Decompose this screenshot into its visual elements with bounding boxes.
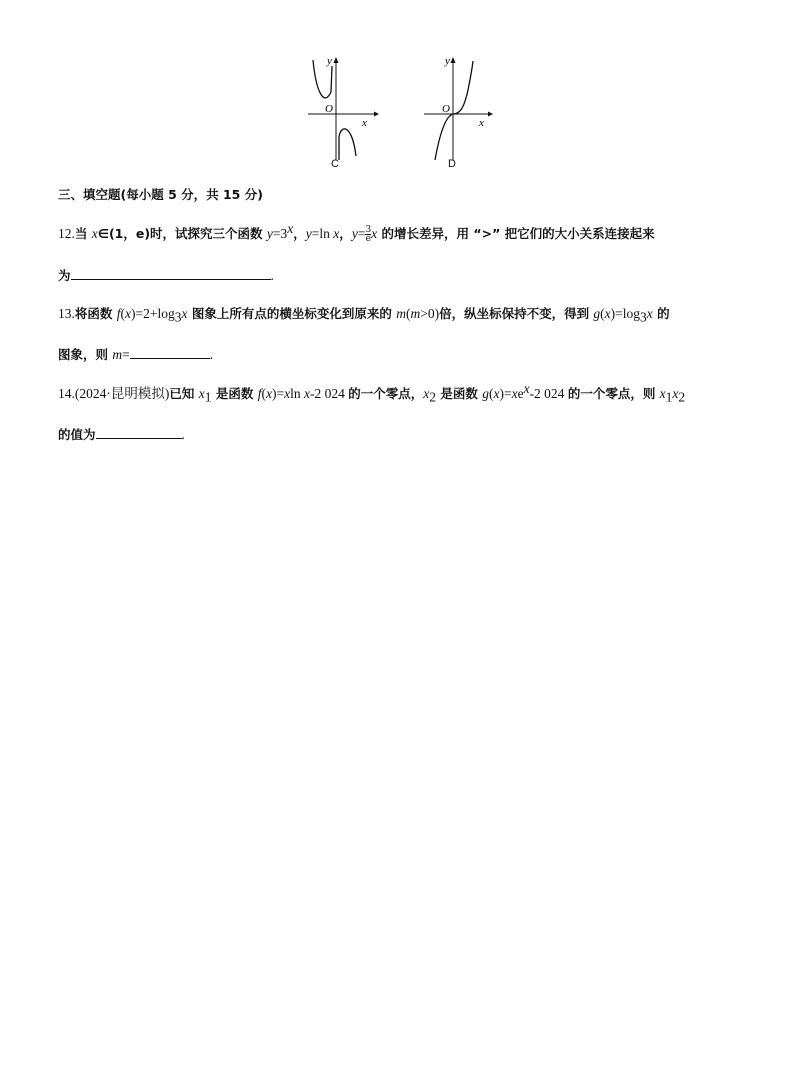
q14-source: (2024·昆明模拟) bbox=[74, 386, 170, 401]
curve-right-branch bbox=[339, 129, 356, 160]
q14-func-g: x bbox=[511, 386, 518, 401]
q14-end: . bbox=[181, 427, 185, 442]
q14-text: 的值为 bbox=[58, 427, 96, 442]
graph-d-caption: D bbox=[448, 158, 456, 170]
q14-func-f: f bbox=[257, 386, 262, 401]
q14-func-g-exp: x bbox=[523, 380, 530, 396]
q14-text: 已知 bbox=[169, 386, 199, 401]
q13-func-g: )=log bbox=[610, 306, 641, 321]
q14-x2: x bbox=[423, 386, 430, 401]
q14-product-sub: 2 bbox=[678, 389, 686, 405]
q12-func-3: y bbox=[351, 226, 358, 241]
q14-number: 14. bbox=[58, 386, 75, 401]
q13-text: 图象上所有点的横坐标变化到原来的 bbox=[187, 306, 397, 321]
q13-m: ( bbox=[405, 306, 411, 321]
question-14-line-2 bbox=[58, 425, 185, 444]
q14-product-sub: 1 bbox=[665, 389, 673, 405]
q12-func-2: x bbox=[333, 226, 340, 241]
q14-func-f: x bbox=[284, 386, 291, 401]
q13-text: 倍，纵坐标保持不变，得到 bbox=[439, 306, 594, 321]
x-axis-arrow-icon bbox=[374, 112, 379, 117]
q13-func-f: ( bbox=[120, 306, 125, 321]
x-axis-label: x bbox=[362, 117, 367, 129]
q13-log-base: 3 bbox=[640, 309, 647, 325]
q14-func-f: x bbox=[303, 386, 310, 401]
q14-func-f: )= bbox=[271, 386, 285, 401]
q12-func-2: =ln bbox=[311, 226, 334, 241]
q13-func-g: ( bbox=[600, 306, 605, 321]
q12-text: 当 bbox=[74, 226, 92, 241]
q12-func-1: =3 bbox=[272, 226, 288, 241]
q12-text: ∈(1，e)时，试探究三个函数 bbox=[97, 226, 267, 241]
q14-func-f: ( bbox=[261, 386, 266, 401]
q13-number: 13. bbox=[58, 306, 75, 321]
q14-product: x bbox=[659, 386, 666, 401]
y-axis-arrow-icon bbox=[334, 57, 339, 63]
graph-c bbox=[300, 52, 380, 162]
q13-text: 的 bbox=[652, 306, 670, 321]
q13-m: m bbox=[112, 347, 123, 362]
q13-end: . bbox=[209, 347, 214, 362]
q12-text: 为 bbox=[58, 268, 71, 283]
graph-d bbox=[418, 52, 498, 162]
x-axis-label: x bbox=[479, 117, 484, 129]
q13-func-g: x bbox=[604, 306, 611, 321]
q13-answer-blank[interactable] bbox=[130, 345, 210, 359]
question-14-line-1 bbox=[58, 380, 686, 405]
q12-text: ， bbox=[339, 226, 352, 241]
x-axis-arrow-icon bbox=[488, 112, 493, 117]
q12-text: 的增长差异，用 “>” 把它们的大小关系连接起来 bbox=[377, 226, 655, 241]
q12-number: 12. bbox=[58, 226, 75, 241]
q13-func-g: x bbox=[646, 306, 653, 321]
q12-var: x bbox=[91, 226, 98, 241]
y-axis-arrow-icon bbox=[451, 57, 456, 63]
question-12-line-2 bbox=[58, 266, 274, 285]
q14-func-g: ( bbox=[488, 386, 494, 401]
graph-c-caption: C bbox=[331, 158, 339, 170]
q12-func-1-exp: x bbox=[287, 220, 294, 236]
q14-text: 的一个零点， bbox=[348, 386, 424, 401]
q14-answer-blank[interactable] bbox=[96, 425, 182, 439]
q14-func-f: ln bbox=[290, 386, 304, 401]
q12-text: ， bbox=[293, 226, 306, 241]
q12-func-3: x bbox=[371, 226, 378, 241]
q13-m: = bbox=[122, 347, 130, 362]
q14-x1: x bbox=[198, 386, 205, 401]
question-12-line-1 bbox=[58, 220, 655, 244]
q14-func-g: e bbox=[517, 386, 524, 401]
section-heading: 三、填空题(每小题 5 分，共 15 分) bbox=[58, 187, 263, 202]
q13-text: 将函数 bbox=[74, 306, 117, 321]
q13-log-base: 3 bbox=[174, 309, 182, 325]
q14-func-g: -2 024 bbox=[529, 386, 568, 401]
q13-m: >0) bbox=[420, 306, 440, 321]
q13-func-g: g bbox=[593, 306, 601, 321]
origin-label: O bbox=[325, 103, 333, 115]
q13-func-f: x bbox=[181, 306, 188, 321]
y-axis-label: y bbox=[445, 55, 450, 67]
q14-text: 的一个零点，则 bbox=[567, 386, 660, 401]
question-13-line-1 bbox=[58, 305, 670, 323]
q14-func-g: )= bbox=[499, 386, 512, 401]
q13-m: m bbox=[410, 306, 421, 321]
question-13-line-2 bbox=[58, 345, 213, 364]
q14-func-g: x bbox=[493, 386, 500, 401]
q14-x2-sub: 2 bbox=[429, 389, 436, 405]
q14-product: x bbox=[672, 386, 679, 401]
fraction-numerator: 3 bbox=[365, 225, 372, 235]
q14-x1-sub: 1 bbox=[204, 389, 212, 405]
q12-answer-blank[interactable] bbox=[71, 266, 271, 280]
q14-func-f: x bbox=[265, 386, 272, 401]
q13-func-f: x bbox=[125, 306, 131, 321]
origin-label: O bbox=[442, 103, 450, 115]
fraction-denominator: e bbox=[365, 234, 371, 244]
q13-func-f: f bbox=[116, 306, 121, 321]
q13-text: 图象，则 bbox=[58, 347, 113, 362]
q12-func-3: = bbox=[357, 226, 366, 241]
y-axis-label: y bbox=[327, 55, 332, 67]
q13-m: m bbox=[396, 306, 406, 321]
curve bbox=[435, 61, 473, 160]
q13-func-f: )=2+log bbox=[131, 306, 175, 321]
q12-end: . bbox=[270, 268, 274, 283]
q14-text: 是函数 bbox=[211, 386, 258, 401]
q14-func-f: -2 024 bbox=[309, 386, 349, 401]
q14-text: 是函数 bbox=[435, 386, 483, 401]
q14-func-g: g bbox=[482, 386, 489, 401]
q12-func-1: y bbox=[266, 226, 273, 241]
q12-func-2: y bbox=[305, 226, 312, 241]
